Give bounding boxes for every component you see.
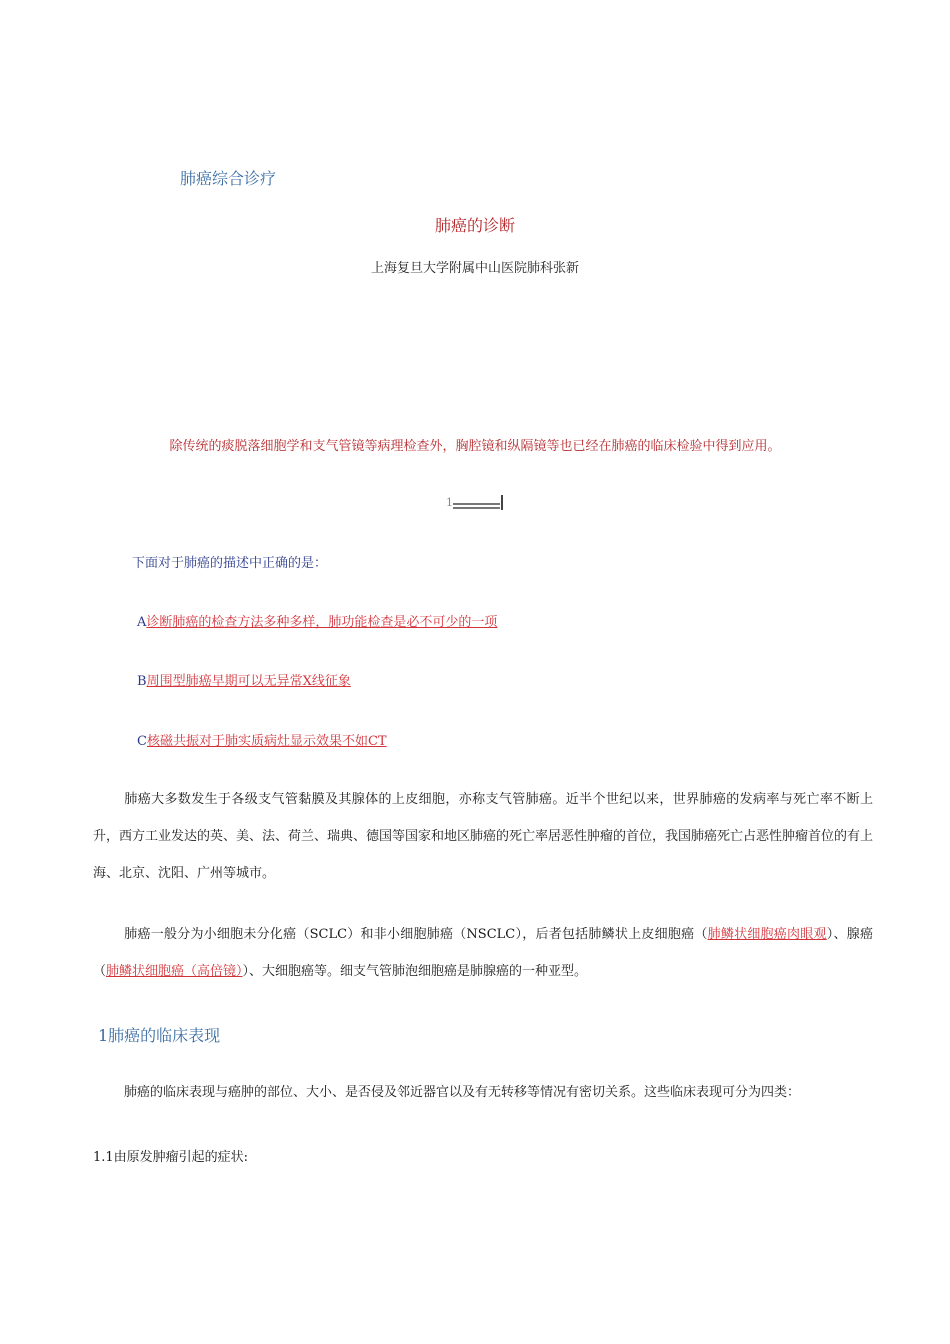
section-paragraph — [93, 1081, 800, 1100]
image-link-squamous-high-power[interactable]: 肺鳞状细胞癌（高倍镜） — [106, 964, 243, 979]
figure-rule — [453, 503, 500, 505]
question-prompt: 下面对于肺癌的描述中正确的是： — [132, 556, 328, 571]
image-link-squamous-gross[interactable]: 肺鳞状细胞癌肉眼观 — [707, 927, 827, 942]
option-a[interactable] — [137, 611, 497, 630]
paragraph-text: ）、大细胞癌等。细支气管肺泡细胞癌是肺腺癌的一种亚型。 — [242, 964, 588, 979]
series-title: 肺癌综合诊疗 — [180, 169, 277, 188]
paragraph-text: 肺癌一般分为小细胞未分化癌（SCLC）和非小细胞肺癌（NSCLC），后者包括肺鳞状上皮细胞癌（ — [124, 927, 708, 942]
author-line: 上海复旦大学附属中山医院肺科张新 — [370, 261, 579, 276]
paragraph-text: 肺癌大多数发生于各级支气管黏膜及其腺体的上皮细胞，亦称支气管肺癌。近半个世纪以来，世界肺癌的发病率与死亡率不断上升，西方工业发达的英、美、法、荷兰、瑞典、德国等国家和地区肺癌的死亡率居恶性肿瘤的首位，我国肺癌死亡占恶性肿瘤首位的有上海、北京、沈阳、广州等城市。 — [93, 792, 874, 881]
intro-paragraph: 除传统的痰脱落细胞学和支气管镜等病理检查外，胸腔镜和纵隔镜等也已经在肺癌的临床检验中得到应用。 — [169, 439, 781, 454]
option-letter: B — [137, 674, 147, 689]
option-letter: C — [137, 734, 147, 749]
figure-number: 1 — [446, 496, 453, 509]
subsection-heading: 1.1由原发肿瘤引起的症状: — [93, 1150, 249, 1165]
document-title: 肺癌的诊断 — [434, 216, 515, 235]
option-letter: A — [137, 615, 147, 630]
figure-bar — [501, 495, 503, 510]
paragraph-text: ）、腺癌（ — [93, 927, 873, 979]
option-b[interactable] — [137, 670, 351, 689]
option-text-link[interactable]: 周围型肺癌早期可以无异常X线征象 — [146, 674, 351, 689]
option-text-link[interactable]: 诊断肺癌的检查方法多种多样，肺功能检查是必不可少的一项 — [146, 615, 498, 630]
figure-placeholder — [446, 494, 506, 514]
paragraph-text: 肺癌的临床表现与癌肿的部位、大小、是否侵及邻近器官以及有无转移等情况有密切关系。这些临床表现可分为四类： — [124, 1085, 801, 1100]
figure-rule — [453, 507, 500, 509]
body-paragraph — [93, 916, 873, 990]
option-c[interactable] — [137, 730, 387, 749]
body-paragraph — [93, 781, 873, 892]
option-text-link[interactable]: 核磁共振对于肺实质病灶显示效果不如CT — [146, 734, 387, 749]
section-heading: 1肺癌的临床表现 — [98, 1026, 221, 1045]
